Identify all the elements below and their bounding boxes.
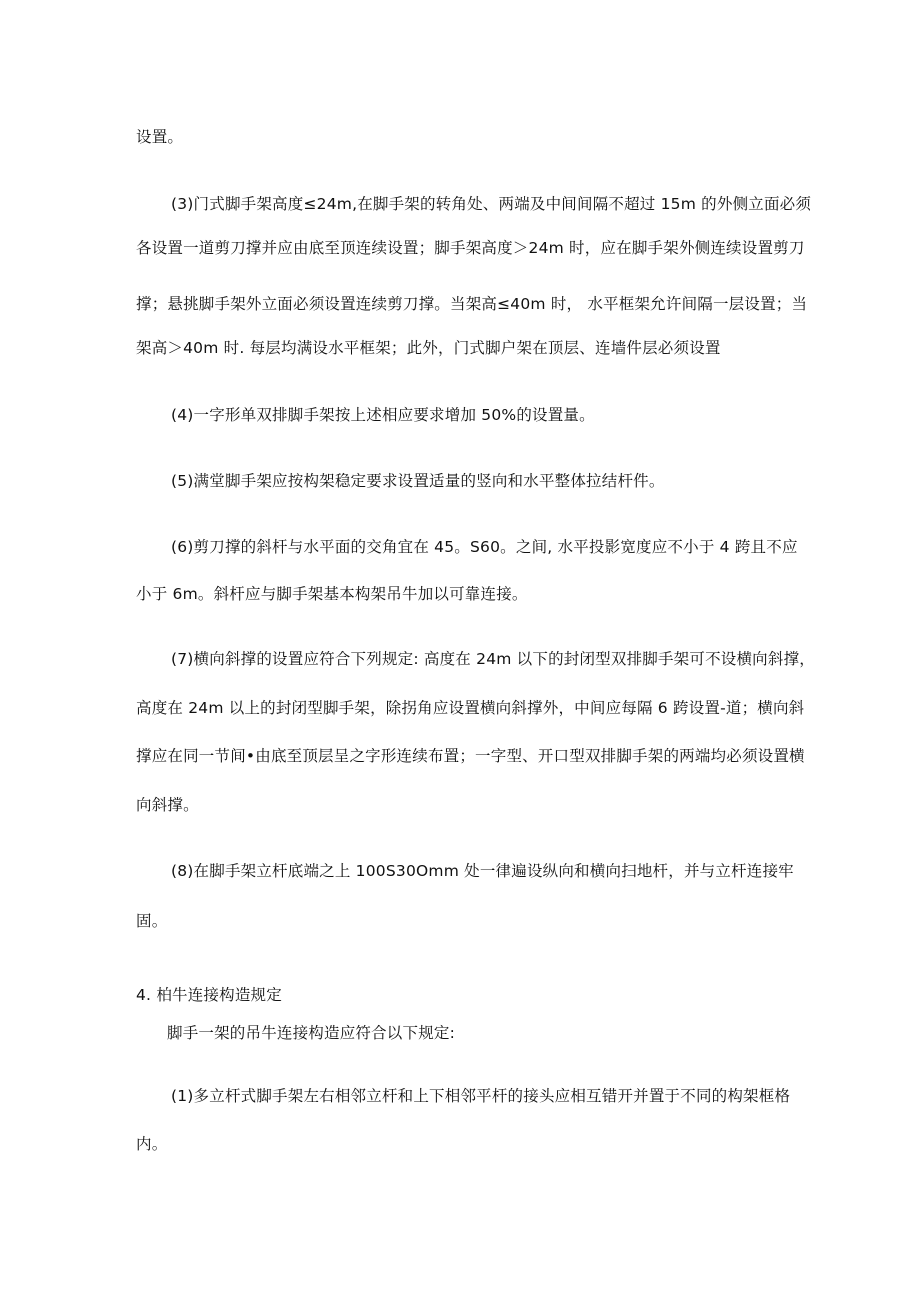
paragraph-7-line-2: 高度在 24m 以上的封闭型脚手架，除拐角应设置横向斜撑外，中间应每隔 6 跨设置-道；横向斜 — [136, 699, 805, 717]
paragraph-4: (4)一字形单双排脚手架按上述相应要求增加 50%的设置量。 — [171, 406, 595, 424]
paragraph-7-line-3: 撑应在同一节间•由底至顶层呈之字形连续布置；一字型、开口型双排脚手架的两端均必须设置横 — [136, 747, 805, 765]
paragraph-3-line-2: 各设置一道剪刀撑并应由底至顶连续设置；脚手架高度＞24m 时，应在脚手架外侧连续设置剪刀 — [136, 239, 805, 257]
paragraph-3-line-1: (3)门式脚手架高度≤24m,在脚手架的转角处、两端及中间间隔不超过 15m 的外侧立面必须 — [171, 195, 812, 213]
paragraph-8-line-1: (8)在脚手架立杆底端之上 100S30Omm 处一律遍设纵向和横向扫地杆，并与立杆连接牢 — [171, 862, 794, 880]
paragraph-7-line-1: (7)横向斜撑的设置应符合下列规定: 高度在 24m 以下的封闭型双排脚手架可不设横向斜撑， — [171, 650, 815, 668]
paragraph-3-line-3: 撑；悬挑脚手架外立面必须设置连续剪刀撑。当架高≤40m 时， 水平框架允许间隔一层设置；当 — [136, 295, 808, 313]
section-heading: 4. 柏牛连接构造规定 — [136, 986, 282, 1004]
paragraph-6-line-2: 小于 6m。斜杆应与脚手架基本构架吊牛加以可靠连接。 — [136, 585, 528, 603]
paragraph-3-line-4: 架高＞40m 时. 每层均满设水平框架；此外，门式脚户架在顶层、连墙件层必须设置 — [136, 339, 721, 357]
paragraph-7-line-4: 向斜撑。 — [136, 796, 199, 814]
paragraph-1-line-2: 内。 — [136, 1135, 168, 1153]
paragraph-5: (5)满堂脚手架应按构架稳定要求设置适量的竖向和水平整体拉结杆件。 — [171, 472, 665, 490]
paragraph-8-line-2: 固。 — [136, 912, 168, 930]
section-intro: 脚手一架的吊牛连接构造应符合以下规定: — [167, 1024, 456, 1042]
text-line: 设置。 — [136, 128, 184, 146]
paragraph-1-line-1: (1)多立杆式脚手架左右相邻立杆和上下相邻平杆的接头应相互错开并置于不同的构架框格 — [171, 1087, 791, 1105]
paragraph-6-line-1: (6)剪刀撑的斜杆与水平面的交角宜在 45。S60。之间, 水平投影宽度应不小于 4 跨且不应 — [171, 538, 798, 556]
